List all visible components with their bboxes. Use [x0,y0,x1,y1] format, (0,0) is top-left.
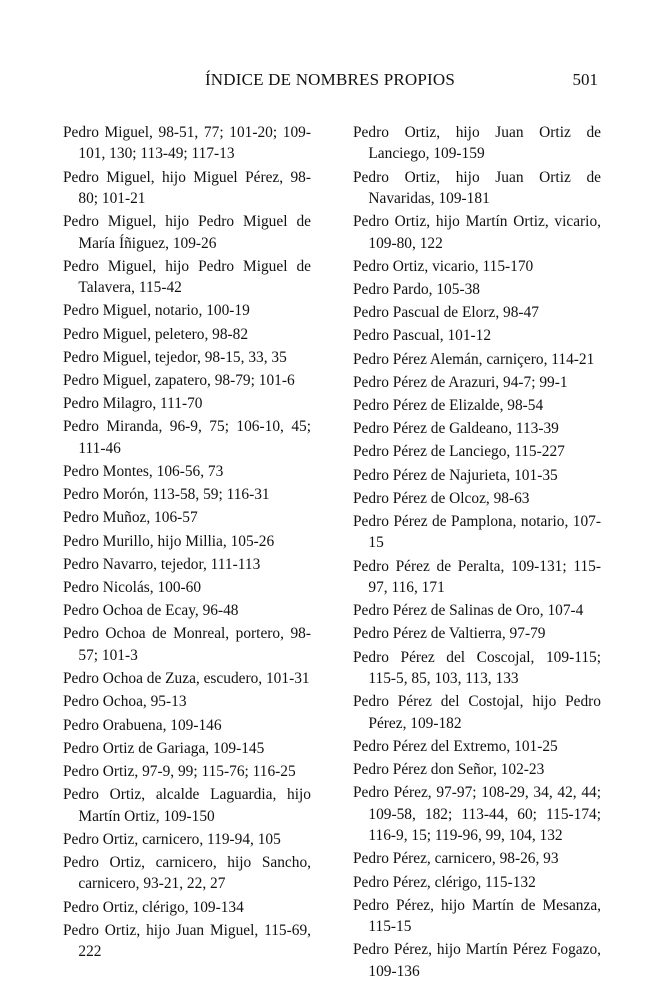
index-entry: Pedro Pérez del Coscojal, 109-115; 115-5, 85, 103, 113, 133 [353,648,601,688]
index-entry: Pedro Ortiz, carnicero, hijo Sancho, carnicero, 93-21, 22, 27 [63,853,311,893]
index-entry: Pedro Pérez, hijo Martín de Mesanza, 115-15 [353,896,601,936]
index-entry: Pedro Ortiz, hijo Juan Ortiz de Navaridas, 109-181 [353,168,601,208]
index-entry: Pedro Montes, 106-56, 73 [63,463,224,481]
index-entry: Pedro Pérez Alemán, carniçero, 114-21 [353,350,595,368]
index-entry: Pedro Ortiz, hijo Martín Ortiz, vicario, 109-80, 122 [353,213,601,252]
index-entry: Pedro Morón, 113-58, 59; 116-31 [63,486,270,504]
index-entry: Pedro Pérez, clérigo, 115-132 [353,873,536,891]
index-entry: Pedro Milagro, 111-70 [63,395,203,413]
index-entry: Pedro Pérez de Arazuri, 94-7; 99-1 [353,373,568,391]
index-entry: Pedro Miguel, hijo Miguel Pérez, 98-80; 101-21 [63,168,311,208]
index-entry: Pedro Pérez de Pamplona, notario, 107-15 [353,513,601,552]
page-header [0,70,660,94]
index-entry: Pedro Pérez de Elizalde, 98-54 [353,397,544,415]
index-entry: Pedro Pérez del Extremo, 101-25 [353,737,558,755]
index-column-right [353,122,601,984]
index-entry: Pedro Ortiz, hijo Juan Ortiz de Lanciego, 109-159 [353,124,601,163]
index-entry: Pedro Pérez de Lanciego, 115-227 [353,443,565,461]
index-entry: Pedro Ortiz, clérigo, 109-134 [63,898,244,916]
index-entry: Pedro Miguel, hijo Pedro Miguel de María Íñiguez, 109-26 [63,213,311,252]
index-entry: Pedro Ortiz, vicario, 115-170 [353,257,534,275]
index-entry: Pedro Miguel, tejedor, 98-15, 33, 35 [63,348,287,366]
index-entry: Pedro Ochoa, 95-13 [63,693,187,711]
page-number: 501 [572,70,598,89]
index-entry: Pedro Pérez de Galdeano, 113-39 [353,420,559,438]
index-entry: Pedro Ortiz de Gariaga, 109-145 [63,739,265,757]
index-entry: Pedro Pérez de Salinas de Oro, 107-4 [353,602,584,620]
index-entry: Pedro Miguel, zapatero, 98-79; 101-6 [63,372,295,390]
index-entry: Pedro Pérez de Valtierra, 97-79 [353,625,546,643]
index-entry: Pedro Ortiz, 97-9, 99; 115-76; 116-25 [63,762,296,780]
index-entry: Pedro Muñoz, 106-57 [63,509,198,527]
index-entry: Pedro Pascual de Elorz, 98-47 [353,304,539,322]
index-entry: Pedro Pérez de Olcoz, 98-63 [353,489,530,507]
index-entry: Pedro Miguel, notario, 100-19 [63,302,250,320]
index-entry: Pedro Pascual, 101-12 [353,327,492,345]
index-entry: Pedro Pérez, carnicero, 98-26, 93 [353,850,559,868]
index-entry: Pedro Pérez, hijo Martín Pérez Fogazo, 109-136 [353,941,601,980]
index-entry: Pedro Pérez, 97-97; 108-29, 34, 42, 44; 109-58, 182; 113-44, 60; 115-174; 116-9, 15; 119-96, 99, 104, 132 [353,784,601,845]
index-entry: Pedro Ortiz, alcalde Laguardia, hijo Martín Ortiz, 109-150 [63,786,311,825]
index-entry: Pedro Miguel, hijo Pedro Miguel de Talavera, 115-42 [63,257,311,297]
page-title: ÍNDICE DE NOMBRES PROPIOS [204,70,456,89]
index-entry: Pedro Pérez de Najurieta, 101-35 [353,466,558,484]
index-entry: Pedro Nicolás, 100-60 [63,579,202,597]
index-entry: Pedro Ochoa de Ecay, 96-48 [63,602,239,620]
index-entry: Pedro Pérez don Señor, 102-23 [353,761,545,779]
index-entry: Pedro Ortiz, hijo Juan Miguel, 115-69, 222 [63,921,311,961]
index-column-left [63,122,311,964]
index-entry: Pedro Miguel, 98-51, 77; 101-20; 109-101, 130; 113-49; 117-13 [63,124,311,163]
index-entry: Pedro Ortiz, carnicero, 119-94, 105 [63,830,281,848]
index-entry: Pedro Navarro, tejedor, 111-113 [63,555,261,573]
index-entry: Pedro Ochoa de Zuza, escudero, 101-31 [63,670,310,688]
index-entry: Pedro Murillo, hijo Millia, 105-26 [63,532,275,550]
index-entry: Pedro Pérez de Peralta, 109-131; 115-97, 116, 171 [353,557,601,597]
index-entry: Pedro Pérez del Costojal, hijo Pedro Pérez, 109-182 [353,693,601,732]
index-entry: Pedro Miguel, peletero, 98-82 [63,325,249,343]
index-entry: Pedro Pardo, 105-38 [353,281,480,299]
index-entry: Pedro Miranda, 96-9, 75; 106-10, 45; 111-46 [63,418,311,457]
index-entry: Pedro Orabuena, 109-146 [63,716,222,734]
index-entry: Pedro Ochoa de Monreal, portero, 98-57; 101-3 [63,625,311,664]
